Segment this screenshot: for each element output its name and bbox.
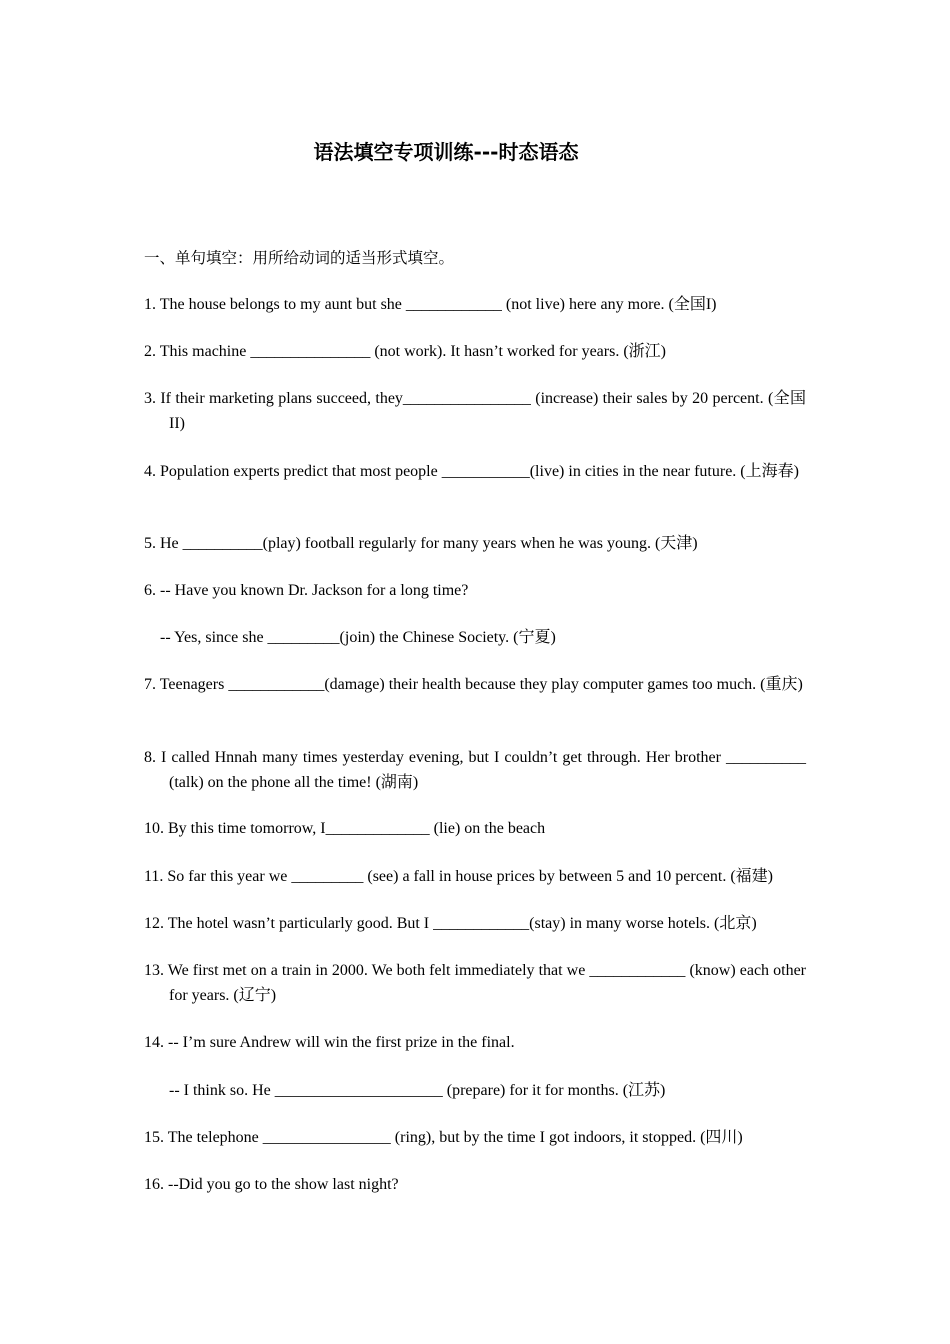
question-10 [144,816,806,841]
question-5 [144,531,806,556]
question-text: 13. We first met on a train in 2000. We both felt immediately that we ____________ (know) each other for years. (辽宁) [144,962,810,1004]
question-text: 14. -- I’m sure Andrew will win the first prize in the final. [144,1034,515,1051]
question-text: 11. So far this year we _________ (see) a fall in house prices by between 5 and 10 percent. (福建) [144,868,773,885]
question-text: -- I think so. He _____________________ (prepare) for it for months. (江苏) [169,1082,666,1099]
question-text: -- Yes, since she _________(join) the Chinese Society. (宁夏) [160,629,556,646]
question-13 [144,958,810,1008]
question-16 [144,1172,806,1197]
question-3 [144,386,806,436]
question-text: 6. -- Have you known Dr. Jackson for a long time? [144,582,469,599]
question-text: 7. Teenagers ____________(damage) their health because they play computer games too much. (重庆) [144,676,803,693]
question-4 [144,459,806,484]
question-8 [144,745,810,795]
question-1 [144,292,806,317]
question-text: 8. I called Hnnah many times yesterday evening, but I couldn’t get through. Her brother __________ (talk) on the phone all the time! (湖南) [144,749,810,791]
question-text: 15. The telephone ________________ (ring), but by the time I got indoors, it stopped. (四川) [144,1129,743,1146]
question-text: 16. --Did you go to the show last night? [144,1176,399,1193]
question-text: 5. He __________(play) football regularly for many years when he was young. (天津) [144,535,698,552]
question-14-response [169,1078,806,1103]
question-text: 1. The house belongs to my aunt but she ____________ (not live) here any more. (全国I) [144,296,717,313]
question-text: 4. Population experts predict that most people ___________(live) in cities in the near future. (上海春) [144,463,799,480]
question-text: 2. This machine _______________ (not work). It hasn’t worked for years. (浙江) [144,343,666,360]
question-text: 12. The hotel wasn’t particularly good. But I ____________(stay) in many worse hotels. (北京) [144,915,757,932]
page-title: 语法填空专项训练---时态语态 [313,140,579,164]
question-15 [144,1125,806,1150]
question-6-response [160,625,806,650]
section-heading: 一、单句填空：用所给动词的适当形式填空。 [144,249,455,267]
question-12 [144,911,806,936]
question-6-prompt [144,578,806,603]
question-text: 10. By this time tomorrow, I_____________ (lie) on the beach [144,820,546,837]
question-text: 3. If their marketing plans succeed, they________________ (increase) their sales by 20 percent. (全国II) [144,390,806,432]
question-11 [144,864,806,889]
question-7 [144,672,806,697]
question-2 [144,339,806,364]
question-14-prompt [144,1030,806,1055]
